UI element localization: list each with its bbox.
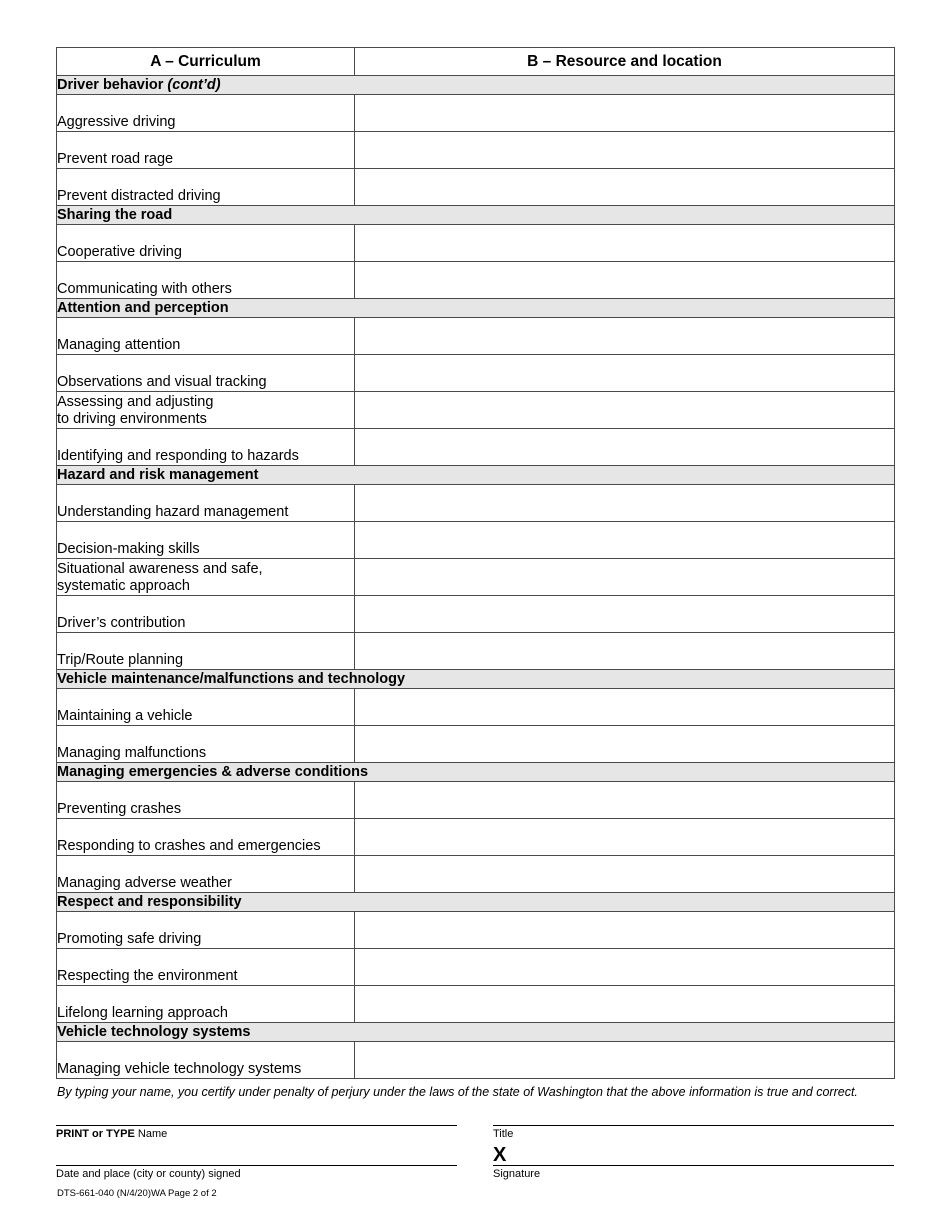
table-row [57,689,895,726]
table-row [57,819,895,856]
resource-location-field[interactable] [355,596,895,633]
resource-location-field[interactable] [355,689,895,726]
curriculum-item-label: Driver’s contribution [57,615,186,631]
curriculum-item [57,262,355,299]
curriculum-item [57,596,355,633]
curriculum-item-label: Managing malfunctions [57,745,207,761]
section-title [57,299,895,318]
section-title [57,670,895,689]
resource-location-field[interactable] [355,782,895,819]
signature-label: Signature [493,1168,541,1180]
curriculum-item [57,392,355,429]
table-row [57,726,895,763]
table-row [57,856,895,893]
resource-location-field[interactable] [355,132,895,169]
curriculum-item [57,912,355,949]
table-row [57,559,895,596]
curriculum-table [56,47,895,1079]
resource-location-field[interactable] [355,485,895,522]
curriculum-item [57,689,355,726]
curriculum-item [57,225,355,262]
curriculum-item [57,856,355,893]
curriculum-item-label: Cooperative driving [57,244,182,260]
curriculum-item [57,132,355,169]
curriculum-item [57,949,355,986]
section-title [57,76,895,95]
signature-line[interactable] [493,1165,894,1166]
curriculum-item-label: Assessing and adjusting to driving environments [57,394,214,427]
resource-location-field[interactable] [355,522,895,559]
title-line[interactable] [493,1125,894,1126]
curriculum-item [57,1042,355,1079]
curriculum-item-label: Situational awareness and safe, systematic approach [57,561,263,594]
curriculum-item [57,782,355,819]
column-header-resource-location: B – Resource and location [355,48,895,76]
table-row [57,596,895,633]
curriculum-item-label: Managing adverse weather [57,875,232,891]
curriculum-item-label: Prevent distracted driving [57,188,221,204]
curriculum-item-label: Understanding hazard management [57,504,289,520]
certification-statement: By typing your name, you certify under penalty of perjury under the laws of the state of Washington that the above information is true and correct. [57,1085,858,1099]
table-row [57,225,895,262]
table-row [57,429,895,466]
column-header-curriculum: A – Curriculum [57,48,355,76]
curriculum-item [57,726,355,763]
section-title-suffix: (cont’d) [167,77,221,93]
curriculum-item [57,95,355,132]
section-title-text: Sharing the road [57,207,173,223]
section-header-row [57,76,895,95]
section-title [57,763,895,782]
section-title [57,206,895,225]
section-header-row [57,1023,895,1042]
curriculum-item-label: Respecting the environment [57,968,238,984]
table-row [57,132,895,169]
table-row [57,392,895,429]
curriculum-item-label: Communicating with others [57,281,232,297]
section-title-text: Vehicle technology systems [57,1024,251,1040]
curriculum-item [57,633,355,670]
section-header-row [57,763,895,782]
table-row [57,169,895,206]
resource-location-field[interactable] [355,169,895,206]
resource-location-field[interactable] [355,318,895,355]
section-header-row [57,466,895,485]
table-row [57,949,895,986]
curriculum-item-label: Responding to crashes and emergencies [57,838,321,854]
resource-location-field[interactable] [355,262,895,299]
resource-location-field[interactable] [355,726,895,763]
print-name-label-rest: Name [134,1128,168,1140]
resource-location-field[interactable] [355,949,895,986]
curriculum-item-label: Decision-making skills [57,541,200,557]
curriculum-item [57,986,355,1023]
title-label: Title [493,1128,514,1140]
curriculum-item [57,559,355,596]
table-row [57,95,895,132]
table-row [57,912,895,949]
curriculum-item [57,485,355,522]
table-row [57,633,895,670]
table-row [57,522,895,559]
resource-location-field[interactable] [355,225,895,262]
curriculum-item-label: Managing vehicle technology systems [57,1061,302,1077]
table-row [57,262,895,299]
table-row [57,318,895,355]
date-place-label: Date and place (city or county) signed [56,1168,241,1180]
section-header-row [57,670,895,689]
resource-location-field[interactable] [355,355,895,392]
section-title-text: Attention and perception [57,300,229,316]
print-name-label-bold: PRINT or TYPE [56,1128,135,1140]
curriculum-item-label: Observations and visual tracking [57,374,267,390]
curriculum-item-label: Identifying and responding to hazards [57,448,299,464]
resource-location-field[interactable] [355,392,895,429]
resource-location-field[interactable] [355,1042,895,1079]
resource-location-field[interactable] [355,559,895,596]
table-row [57,986,895,1023]
table-row [57,1042,895,1079]
curriculum-item [57,522,355,559]
section-title [57,1023,895,1042]
curriculum-item [57,429,355,466]
section-title-text: Driver behavior [57,77,164,93]
resource-location-field[interactable] [355,986,895,1023]
curriculum-item-label: Lifelong learning approach [57,1005,228,1021]
curriculum-item [57,169,355,206]
date-place-line[interactable] [56,1165,457,1166]
resource-location-field[interactable] [355,856,895,893]
curriculum-item-label: Managing attention [57,337,181,353]
section-title-text: Hazard and risk management [57,467,259,483]
section-title-text: Managing emergencies & adverse conditions [57,764,369,780]
section-title [57,893,895,912]
signature-x-mark: X [493,1144,507,1166]
curriculum-item-label: Prevent road rage [57,151,174,167]
resource-location-field[interactable] [355,819,895,856]
resource-location-field[interactable] [355,95,895,132]
curriculum-item [57,819,355,856]
section-header-row [57,206,895,225]
print-name-label [56,1128,167,1140]
section-title [57,466,895,485]
section-title-text: Respect and responsibility [57,894,242,910]
section-header-row [57,893,895,912]
curriculum-item-label: Preventing crashes [57,801,182,817]
section-title-text: Vehicle maintenance/malfunctions and technology [57,671,406,687]
resource-location-field[interactable] [355,912,895,949]
curriculum-item-label: Maintaining a vehicle [57,708,193,724]
section-header-row [57,299,895,318]
table-row [57,782,895,819]
curriculum-item-label: Promoting safe driving [57,931,202,947]
curriculum-item-label: Aggressive driving [57,114,176,130]
curriculum-item-label: Trip/Route planning [57,652,184,668]
table-row [57,355,895,392]
print-name-line[interactable] [56,1125,457,1126]
resource-location-field[interactable] [355,429,895,466]
curriculum-item [57,355,355,392]
curriculum-item [57,318,355,355]
resource-location-field[interactable] [355,633,895,670]
table-row [57,485,895,522]
form-number: DTS-661-040 (N/4/20)WA Page 2 of 2 [57,1188,217,1199]
